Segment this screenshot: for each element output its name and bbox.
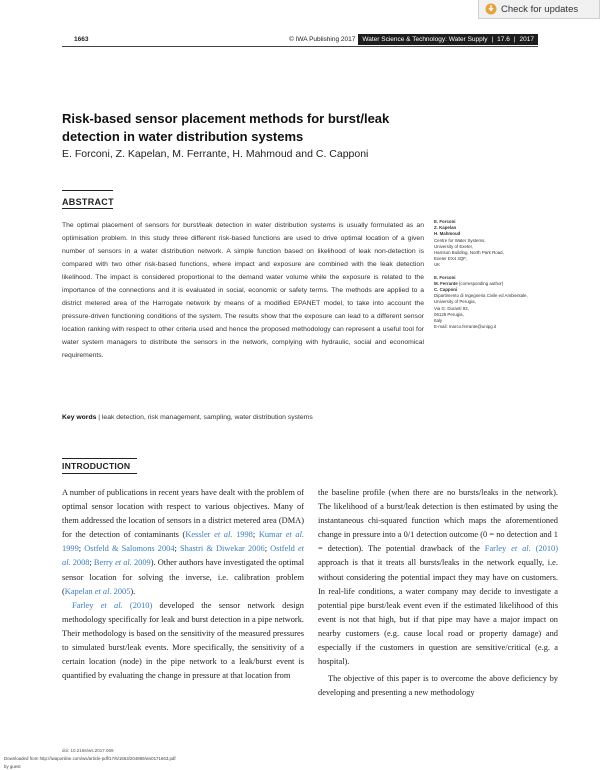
intro-paragraph-2: Farley et al. (2010) developed the sensor network design methodology specifically for leak and burst detection in a pipe network. Their methodology is based on the sensitivity of the measured pressures to simulated burst/leak events. More specifically, the sensitivity of a certain location (node) in the pipe network to a leak/burst event is quantified by evaluating the change in pressure at that location from — [62, 600, 304, 681]
citation-link[interactable]: Kessler et al. 1998 — [185, 530, 253, 540]
doi[interactable]: doi: 10.2166/ws.2017.069 — [62, 748, 114, 753]
citation-link[interactable]: Ostfeld et al. 2008 — [62, 544, 304, 568]
aff2-address: Via G. Duranti 93, — [434, 305, 469, 311]
intro-paragraph-1: A number of publications in recent years have dealt with the problem of optimal sensor location with respect to various objectives. Many of them addressed the location of sensors in a district metered area (DMA) for the detection of contaminants (Kessler et al. 1998; Kumar et al. 1999; Ostfeld & Salomons 2004; Shastri & Diwekar 2006; Ostfeld et al. 2008; Berry et al. 2009). Other authors have investigated the optimal sensor location for solving the inverse, i.e. calibration problem (Kapelan et al. 2005). — [62, 488, 305, 596]
citation-link[interactable]: Kapelan et al. 2005 — [64, 586, 131, 596]
check-for-updates-label: Check for updates — [501, 3, 579, 15]
aff2-name: C. Capponi — [434, 287, 458, 293]
intro-rule-top — [62, 458, 137, 459]
citation-link[interactable]: Ostfeld & Salomons 2004 — [84, 544, 175, 554]
affiliations — [434, 219, 554, 330]
aff2-name: E. Forconi — [434, 274, 456, 280]
by-guest-note: by guest — [4, 764, 21, 769]
journal-box: Water Science & Technology: Water Supply | 17.6 | 2017 — [358, 34, 538, 45]
article-title: Risk-based sensor placement methods for burst/leak detection in water distribution systems — [62, 111, 390, 144]
keywords-label: Key words — [62, 414, 97, 421]
page-number: 1663 — [74, 36, 89, 43]
keywords: Key words | leak detection, risk management, sampling, water distribution systems — [62, 414, 313, 421]
aff2-address: Italy — [434, 318, 443, 324]
aff1-name: H. Mahmoud — [434, 231, 461, 237]
download-note: Downloaded from http://iwaponline.com/ws/article-pdf/17/6/1663/204869/ws0171663.pdf — [4, 756, 176, 761]
abstract-heading: ABSTRACT — [62, 197, 114, 207]
check-for-updates-badge[interactable] — [478, 0, 600, 19]
aff1-address: UK — [434, 262, 441, 268]
aff1-address: Exeter EX4 4QF, — [434, 256, 467, 262]
citation-link[interactable]: Shastri & Diwekar 2006 — [179, 544, 265, 554]
introduction-heading: INTRODUCTION — [62, 461, 131, 471]
aff1-name: E. Forconi — [434, 219, 456, 224]
aff2-address: Dipartimento di Ingegneria Civile ed Ambientale, — [434, 293, 528, 299]
author-list: E. Forconi, Z. Kapelan, M. Ferrante, H. Mahmoud and C. Capponi — [62, 148, 369, 160]
year: 2017 — [519, 35, 534, 43]
aff2-address: University of Perugia, — [434, 299, 476, 305]
keywords-list: leak detection, risk management, sampling, water distribution systems — [101, 414, 313, 421]
citation-link[interactable]: Farley et al. (2010) — [484, 544, 558, 554]
aff1-address: Harrison Building, North Park Road, — [434, 250, 504, 256]
aff1-address: University of Exeter, — [434, 243, 474, 249]
journal-name: Water Science & Technology: Water Supply — [362, 35, 488, 43]
abstract-rule-top — [62, 190, 113, 191]
abstract-text: The optimal placement of sensors for burst/leak detection in water distribution systems is usually formulated as an optimisation problem. In this study three different risk-based functions are used to drive optimal location of a given number of sensors in a water distribution network. A simple function based on likelihood of leak non-detection is compared with two other risk-based functions, where impact and exposure are combined with the leak detection likelihood. The impact is considered proportional to the demand water volume while the exposure is related to the importance of the connections and it is evaluated in social, economic or safety terms. The methods are applied to a district metered area of the Harrogate network by means of a modified EPANET model, to take into account the pressure-driven functioning conditions of the system. The results show that the exposure can lead to a different sensor location ranking with respect to other criteria used and hence the proposed methodology can represent a useful tool for water system managers to distribute the sensors in the network, complying with hydraulic, social and economical requirements. — [62, 222, 424, 360]
intro-paragraph-4: The objective of this paper is to overcome the above deficiency by developing and presenting a new methodology — [318, 674, 558, 698]
citation-link[interactable]: Farley et al. (2010) — [72, 600, 153, 610]
citation-link[interactable]: Kumar et al. 1999 — [62, 530, 305, 554]
volume-issue: 17.6 — [497, 35, 510, 43]
abstract-rule — [62, 208, 113, 209]
intro-rule — [62, 473, 137, 474]
aff1-address: Centre for Water Systems, — [434, 237, 486, 243]
column-left — [62, 486, 304, 683]
intro-paragraph-3: the baseline profile (when there are no bursts/leaks in the network). The likelihood of a burst/leak detection is then estimated by using the instantaneous chi-squared function which maps the aforementioned change in pressure into a 0/1 detection outcome (0 = no detection and 1 = detection). The potential drawback of the Farley et al. (2010) approach is that it treats all bursts/leaks in the network equally, i.e. without considering the potential impact they may have on customers. In real-life conditions, a water company may decide to investigate a potential pipe burst/leak event even if the estimated likelihood of this event is not that high, but if that pipe may have a major impact on nearby customers (e.g. cause local road or property damage) and especially if the customers in question are sensitive/critical (e.g. a hospital). — [318, 488, 558, 667]
copyright: © IWA Publishing 2017 — [289, 35, 356, 43]
header-rule — [62, 46, 538, 47]
aff1-name: Z. Kapelan — [434, 225, 457, 231]
email[interactable]: E-mail: marco.ferrante@unipg.it — [434, 324, 497, 330]
check-for-updates-icon — [485, 3, 497, 15]
aff2-address: 06125 Perugia, — [434, 311, 464, 317]
aff2-corr: M. Ferrante (corresponding author) — [434, 280, 504, 286]
running-header — [289, 33, 538, 45]
column-right — [318, 486, 558, 700]
citation-link[interactable]: Berry et al. 2009 — [93, 558, 151, 568]
